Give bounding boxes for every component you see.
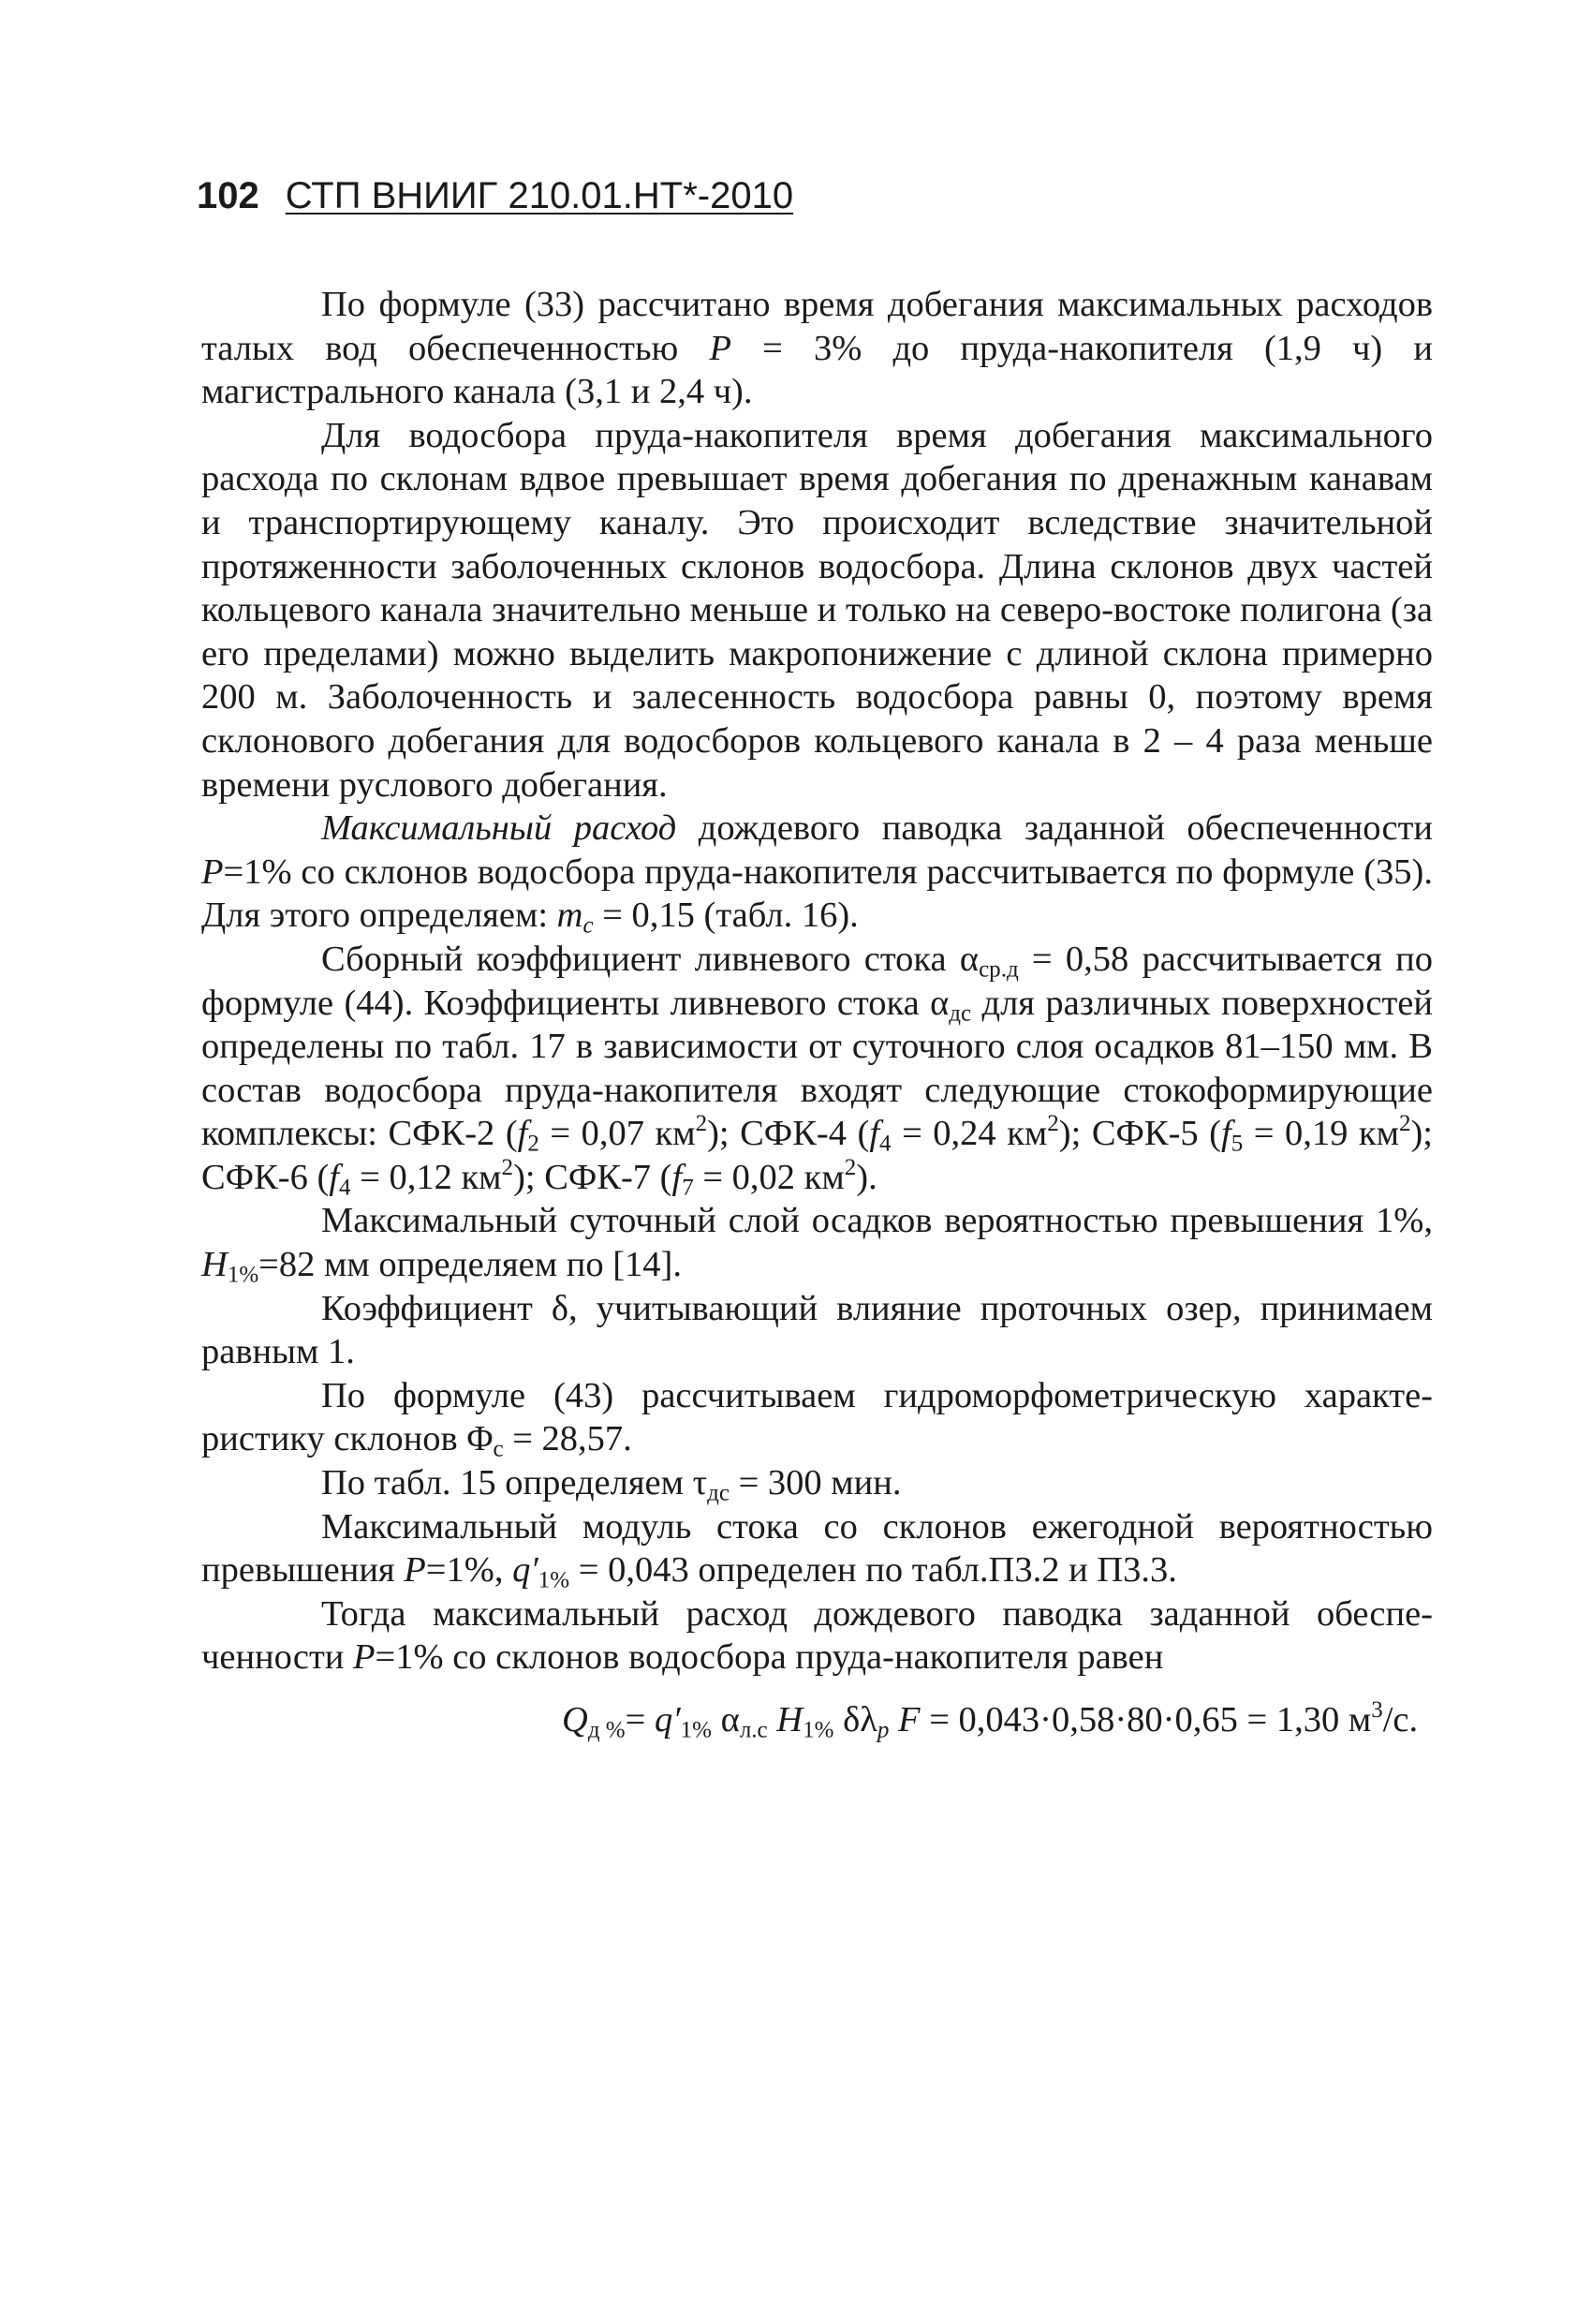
paragraph-6: Коэффициент δ, учитывающий влияние проточных озер, принимаем равным 1. [201, 1288, 1433, 1372]
text-run: Тогда максимальный расход дождевого паводка заданной обеспеченности [201, 1593, 1433, 1678]
paragraph-3 [201, 807, 1433, 938]
paragraph-5 [201, 1199, 1433, 1286]
text-run: По формуле (43) рассчитываем гидроморфометрическую характеристику склонов Φ [201, 1375, 1433, 1459]
superscript: 2 [1047, 1111, 1059, 1137]
text-run: Сборный коэффициент ливневого стока α [321, 939, 980, 979]
text-run: = 28,57. [503, 1419, 632, 1459]
var-m: m [556, 896, 583, 936]
text-run: Максимальный модуль стока со склонов ежегодной вероятностью превышения [201, 1506, 1433, 1591]
var-f: f [869, 1114, 880, 1154]
text-run: = 0,24 км [891, 1114, 1048, 1154]
superscript: 2 [1398, 1111, 1411, 1137]
subscript: 4 [879, 1131, 892, 1157]
text-run [889, 1700, 898, 1739]
text-run: По формуле (33) рассчитано время добегания максимальных расходов талых вод обеспеченностью [201, 285, 1433, 368]
text-run: = 0,043 определен по табл.П3.2 и П3.3. [569, 1550, 1177, 1591]
superscript: 2 [501, 1154, 514, 1180]
text-run: = [625, 1700, 655, 1739]
subscript: c [493, 1436, 504, 1462]
var-h: H [776, 1700, 803, 1739]
subscript: дс [707, 1480, 730, 1506]
text-run: По табл. 15 определяем τ [321, 1463, 708, 1503]
paragraph-7 [201, 1374, 1433, 1461]
text-run: ); СФК-6 ( [201, 1114, 1433, 1197]
text-run: = 0,58 рассчитывается по формуле (44). Коэффициенты ливневого стока α [201, 939, 1433, 1023]
text-run [768, 1700, 777, 1739]
subscript: 7 [682, 1175, 694, 1201]
paragraph-9 [201, 1505, 1433, 1592]
var-q: q′ [512, 1550, 538, 1591]
text-run: α [712, 1700, 740, 1739]
formula [201, 1698, 1433, 1742]
text-run: =1% со склонов водосбора пруда-накопителя рассчитывается по формуле (35). Для этого определяем: [201, 851, 1433, 936]
subscript: 1% [803, 1717, 834, 1743]
var-h: H [201, 1245, 228, 1285]
paragraph-8 [201, 1461, 1433, 1505]
text-run: =1% со склонов водосбора пруда-накопителя равен [375, 1637, 1164, 1678]
var-f: f [671, 1157, 683, 1197]
text-run: = 0,19 км [1243, 1114, 1399, 1154]
text-run: дождевого паводка заданной обеспеченности [676, 808, 1433, 849]
text-run: =1%, [425, 1550, 513, 1591]
paragraph-4 [201, 938, 1433, 1200]
subscript: p [877, 1717, 890, 1743]
text-run: ); СФК-4 ( [707, 1114, 870, 1154]
subscript: 1% [680, 1717, 713, 1743]
paragraph-2: Для водосбора пруда-накопителя время добегания максимального расхода по склонам вдвое превышает время добегания по дренажным канавам и транспортирующему каналу. Это происходит вследствие значительной протяженности заболоченных склонов водосбора. Длина склонов двух частей кольцевого канала значительно меньше и только на северо-востоке полигона (за его пределами) можно выделить макропонижение с длиной склона примерно 200 м. Заболоченность и залесенность водосбора равны 0, поэтому время склонового добегания для водосборов кольцевого канала в 2 – 4 раза меньше времени руслового добегания. [201, 415, 1433, 805]
text-run: = 0,02 км [693, 1157, 845, 1197]
italic-term: Максимальный расход [321, 808, 677, 849]
text-run: =82 мм определяем по [14]. [258, 1245, 682, 1285]
subscript: 5 [1231, 1131, 1244, 1157]
subscript: 1% [227, 1262, 259, 1288]
text-run: = 0,12 км [350, 1157, 502, 1197]
page-header [197, 173, 793, 218]
text-run: = 0,07 км [538, 1114, 696, 1154]
text-run: = 0,15 (табл. 16). [593, 896, 859, 936]
superscript: 3 [1371, 1697, 1383, 1723]
subscript: 1% [538, 1567, 570, 1593]
var-p: P [353, 1637, 376, 1678]
subscript: л.с [739, 1717, 768, 1743]
var-p: P [404, 1550, 426, 1591]
text-run: ); СФК-5 ( [1058, 1114, 1222, 1154]
superscript: 2 [695, 1111, 708, 1137]
text-run: ); СФК-7 ( [513, 1157, 672, 1197]
standard-code: СТП ВНИИГ 210.01.НТ*-2010 [285, 175, 794, 216]
var-f: f [517, 1114, 528, 1154]
subscript: д % [587, 1717, 626, 1743]
var-p: P [709, 328, 731, 368]
text-run: /с. [1382, 1700, 1419, 1739]
subscript: дс [949, 999, 972, 1026]
text-run: для различных поверхностей определены по табл. 17 в зависимости от суточного слоя осадков 81–150 мм. В состав водосбора пруда-накопителя входят следующие стокоформирующие комплексы: СФК-2 ( [201, 983, 1433, 1154]
text-body [201, 283, 1433, 1742]
var-p: P [201, 851, 224, 892]
subscript: 4 [339, 1175, 351, 1201]
text-run: δλ [833, 1700, 877, 1739]
var-q: q′ [654, 1700, 681, 1739]
var-q-flow: Q [562, 1700, 588, 1739]
var-f: f [1221, 1114, 1231, 1154]
var-f: F [898, 1700, 921, 1739]
text-run: = 300 мин. [729, 1463, 902, 1503]
subscript: ср.д [979, 956, 1019, 983]
subscript: c [582, 912, 594, 939]
text-run: = 0,043·0,58·80·0,65 = 1,30 м [920, 1700, 1372, 1739]
text-run: ). [856, 1157, 877, 1197]
page-number: 102 [197, 175, 259, 216]
paragraph-10 [201, 1592, 1433, 1680]
text-run: Максимальный суточный слой осадков вероятностью превышения 1%, [321, 1201, 1433, 1241]
paragraph-1 [201, 283, 1433, 414]
superscript: 2 [844, 1154, 857, 1180]
text-run: = 3% до пруда-накопителя (1,9 ч) и магистрального канала (3,1 и 2,4 ч). [201, 328, 1433, 412]
var-f: f [329, 1157, 339, 1197]
subscript: 2 [527, 1131, 539, 1157]
